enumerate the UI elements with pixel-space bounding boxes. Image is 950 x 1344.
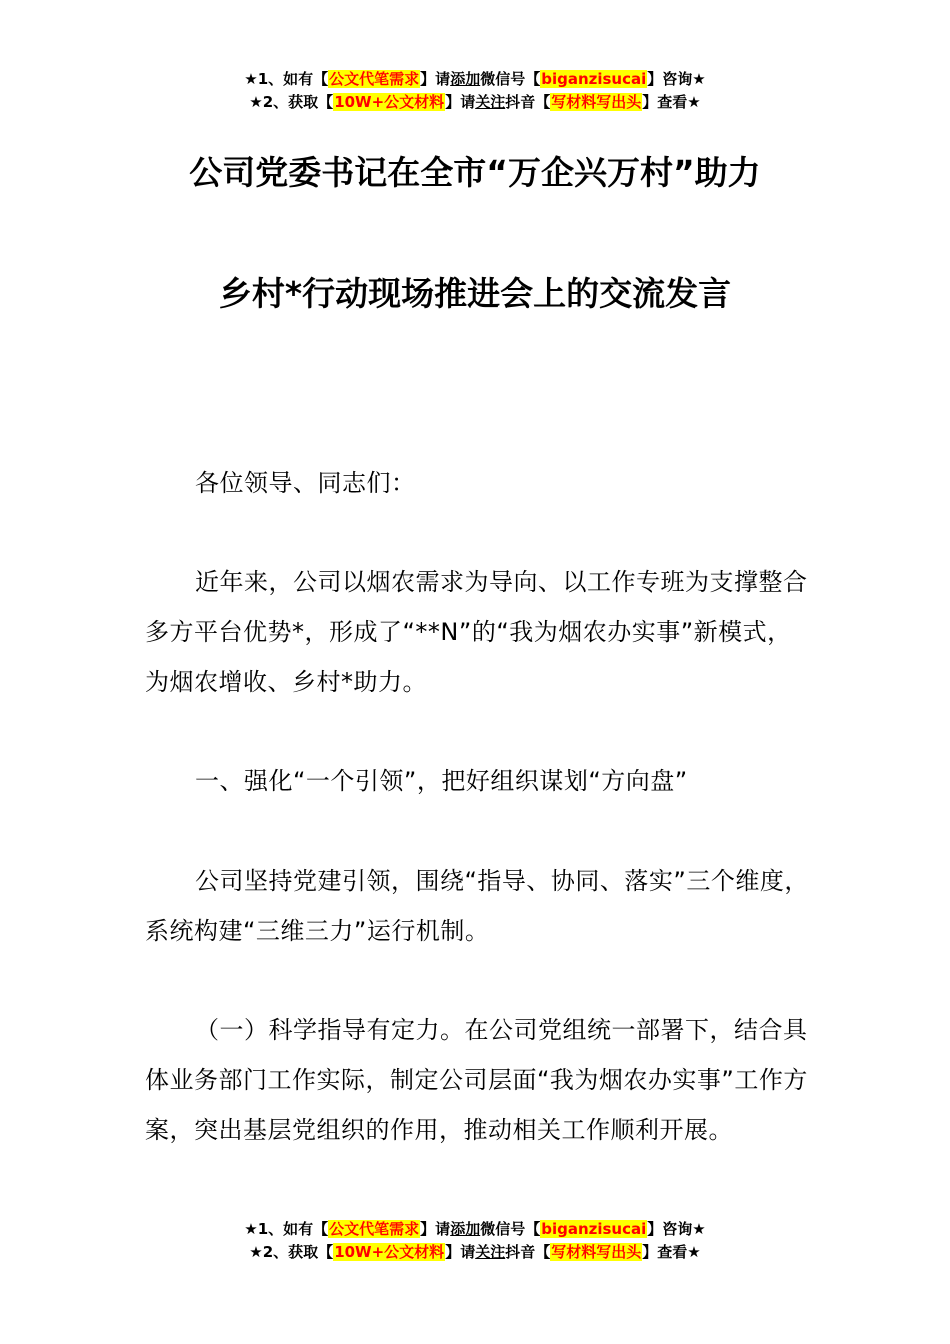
top-banner (0, 68, 950, 114)
document-title-line-2: 乡村*行动现场推进会上的交流发言 (218, 274, 732, 313)
banner-highlight: 10W+公文材料 (334, 93, 445, 111)
salutation: 各位领导、同志们： (195, 469, 416, 497)
body-paragraph: （一）科学指导有定力。在公司党组统一部署下，结合具体业务部门工作实际，制定公司层面“我为烟农办实事”工作方案，突出基层党组织的作用，推动相关工作顺利开展。 (145, 1016, 808, 1144)
banner-highlight: 公文代笔需求 (329, 1220, 420, 1238)
banner-line-2: ★2、获取【10W+公文材料】请关注抖音【写材料写出头】查看★ (249, 93, 701, 111)
bottom-banner (0, 1218, 950, 1264)
banner-highlight: 公文代笔需求 (329, 70, 420, 88)
body-paragraph: 近年来，公司以烟农需求为导向、以工作专班为支撑整合多方平台优势*，形成了“**N”的“我为烟农办实事”新模式，为烟农增收、乡村*助力。 (145, 568, 808, 696)
banner-douyin-id: 写材料写出头 (551, 1243, 642, 1261)
banner-highlight: 10W+公文材料 (334, 1243, 445, 1261)
document-title-line-1: 公司党委书记在全市“万企兴万村”助力 (189, 153, 761, 192)
banner-line-1: ★1、如有【公文代笔需求】请添加微信号【biganzisucai】咨询★ (244, 70, 706, 88)
banner-line-1: ★1、如有【公文代笔需求】请添加微信号【biganzisucai】咨询★ (244, 1220, 706, 1238)
section-heading: 一、强化“一个引领”，把好组织谋划“方向盘” (195, 767, 688, 795)
banner-wechat-id: biganzisucai (541, 70, 647, 88)
banner-wechat-id: biganzisucai (541, 1220, 647, 1238)
banner-line-2: ★2、获取【10W+公文材料】请关注抖音【写材料写出头】查看★ (249, 1243, 701, 1261)
body-paragraph: 公司坚持党建引领，围绕“指导、协同、落实”三个维度，系统构建“三维三力”运行机制。 (145, 867, 809, 945)
banner-douyin-id: 写材料写出头 (551, 93, 642, 111)
